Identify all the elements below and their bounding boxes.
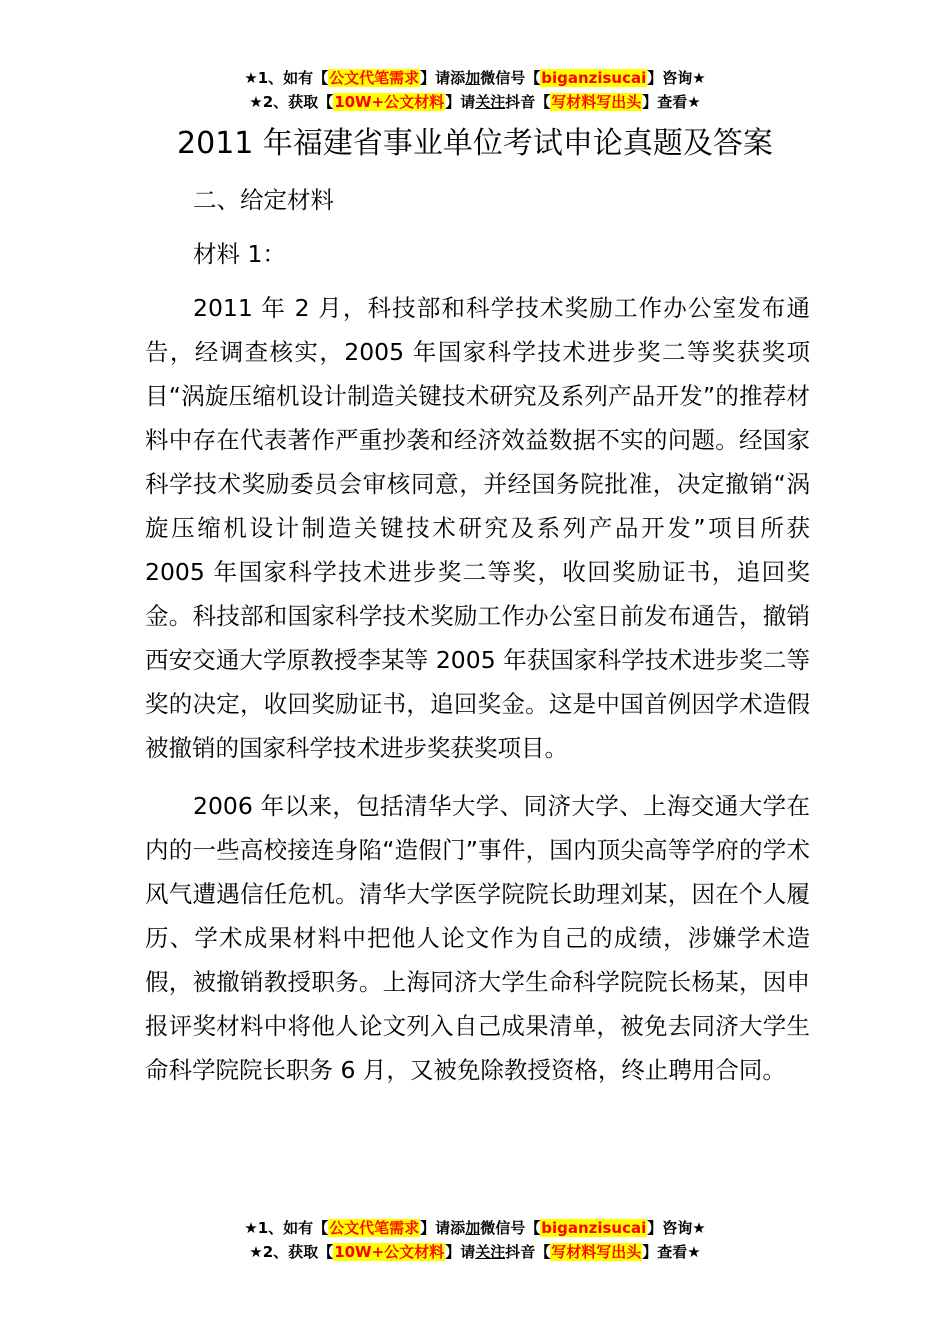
banner-highlight-wechat-id: biganzisucai	[541, 1219, 647, 1237]
banner-highlight-materials: 10W+公文材料	[334, 1243, 445, 1261]
banner-line-1: ★1、如有【公文代笔需求】请添加微信号【biganzisucai】咨询★	[244, 1219, 706, 1237]
bottom-banner	[0, 1216, 950, 1264]
material-heading: 材料 1：	[193, 240, 286, 268]
paragraph-2: 2006 年以来，包括清华大学、同济大学、上海交通大学在内的一些高校接连身陷“造假门”事件，国内顶尖高等学府的学术风气遭遇信任危机。清华大学医学院院长助理刘某，因在个人履历、学术成果材料中把他人论文作为自己的成绩，涉嫌学术造假，被撤销教授职务。上海同济大学生命科学院院长杨某，因申报评奖材料中将他人论文列入自己成果清单，被免去同济大学生命科学院院长职务 6 月，又被免除教授资格，终止聘用合同。	[145, 792, 810, 1084]
top-banner	[0, 66, 950, 114]
paragraph-1: 2011 年 2 月，科技部和科学技术奖励工作办公室发布通告，经调查核实，2005 年国家科学技术进步奖二等奖获奖项目“涡旋压缩机设计制造关键技术研究及系列产品开发”的推荐材料中存在代表著作严重抄袭和经济效益数据不实的问题。经国家科学技术奖励委员会审核同意，并经国务院批准，决定撤销“涡旋压缩机设计制造关键技术研究及系列产品开发”项目所获 2005 年国家科学技术进步奖二等奖，收回奖励证书，追回奖金。科技部和国家科学技术奖励工作办公室日前发布通告，撤销西安交通大学原教授李某等 2005 年获国家科学技术进步奖二等奖的决定，收回奖励证书，追回奖金。这是中国首例因学术造假被撤销的国家科学技术进步奖获奖项目。	[145, 294, 810, 762]
banner-highlight-service: 公文代笔需求	[329, 69, 420, 87]
banner-highlight-materials: 10W+公文材料	[334, 93, 445, 111]
banner-highlight-service: 公文代笔需求	[329, 1219, 420, 1237]
document-body	[145, 180, 810, 1092]
section-heading: 二、给定材料	[193, 186, 334, 214]
banner-highlight-douyin: 写材料写出头	[551, 93, 642, 111]
banner-highlight-wechat-id: biganzisucai	[541, 69, 647, 87]
banner-line-2: ★2、获取【10W+公文材料】请关注抖音【写材料写出头】查看★	[249, 93, 701, 111]
banner-line-1: ★1、如有【公文代笔需求】请添加微信号【biganzisucai】咨询★	[244, 69, 706, 87]
banner-line-2: ★2、获取【10W+公文材料】请关注抖音【写材料写出头】查看★	[249, 1243, 701, 1261]
document-title: 2011 年福建省事业单位考试申论真题及答案	[177, 126, 773, 161]
banner-highlight-douyin: 写材料写出头	[551, 1243, 642, 1261]
